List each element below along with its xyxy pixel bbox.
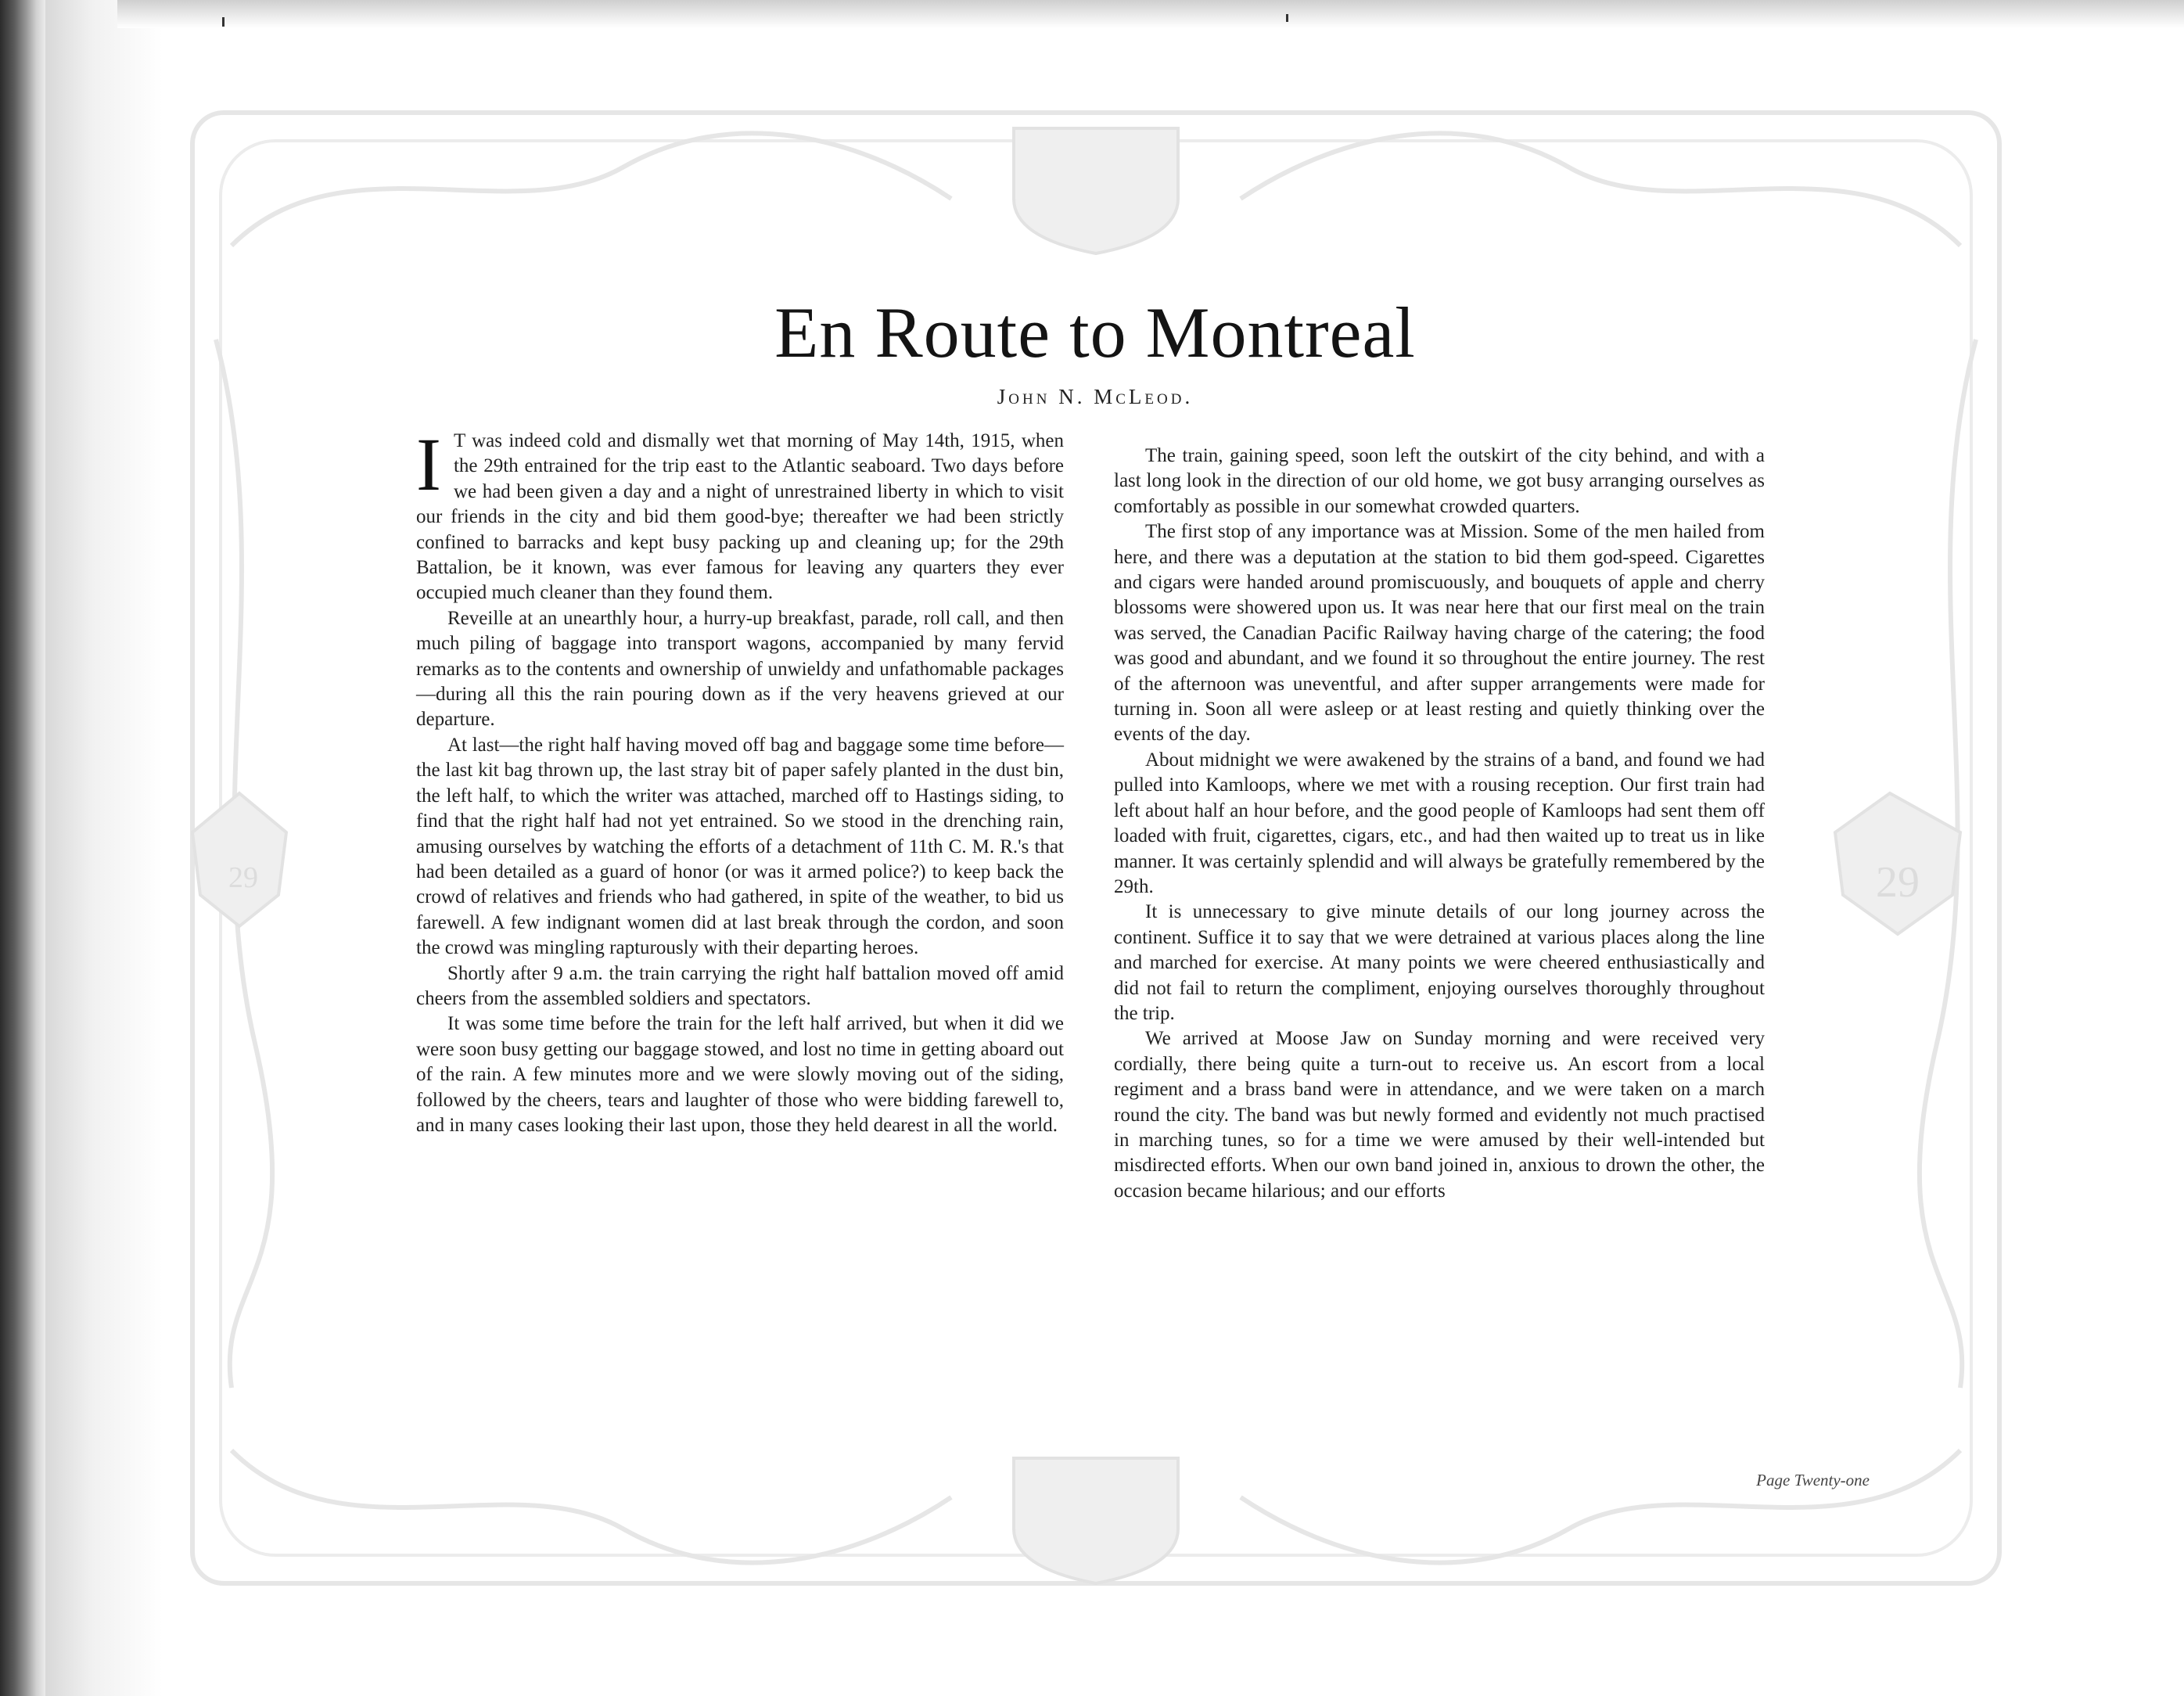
paragraph: Reveille at an unearthly hour, a hurry-up breakfast, parade, roll call, and then much piling of baggage into transport wagons, accompanied by many fervid remarks as to the contents and ownership of unwieldy and unfathomable packages—during all this the rain pouring down as if the very heavens grieved at our departure. — [416, 607, 1064, 731]
badge-number-left: 29 — [228, 861, 258, 894]
vine-top-right — [1241, 133, 1960, 246]
text-column-right — [1114, 444, 1765, 1204]
paragraph-text: T was indeed cold and dismally wet that morning of May 14th, 1915, when the 29th entrained for the trip east to the Atlantic seaboard. Two days before we had been given a day and a night of unrestrained liberty in which to visit our friends in the city and bid them good-bye; thereafter we had been strictly confined to barracks and kept busy packing up and cleaning up; for the 29th Battalion, be it known, was ever famous for leaving any quarters they ever occupied much cleaner than they found them. — [416, 430, 1064, 604]
vine-bottom-left — [232, 1450, 951, 1563]
print-mark — [1286, 14, 1288, 22]
drop-cap: I — [416, 422, 441, 506]
crest-top — [1014, 128, 1178, 253]
paragraph: Shortly after 9 a.m. the train carrying the right half battalion moved off amid cheers from the assembled soldiers and spectators. — [416, 962, 1064, 1009]
page-number: Page Twenty-one — [1756, 1471, 1870, 1489]
paragraph — [416, 422, 1064, 606]
page-top-edge — [117, 0, 2184, 28]
print-mark — [222, 17, 225, 27]
article-title: En Route to Montreal — [774, 293, 1416, 372]
badge-number-right: 29 — [1876, 858, 1920, 907]
paragraph: It is unnecessary to give minute details of our long journey across the continent. Suffice it to say that we were detrained at various places along the line and marched for exercise. At many points we were cheered enthusiastically and did not fail to return the compliment, enjoying ourselves thoroughly throughout the trip. — [1114, 901, 1765, 1024]
paragraph: The train, gaining speed, soon left the outskirt of the city behind, and with a last long look in the direction of our old home, we got busy arranging ourselves as comfortably as possible in our somewhat crowded quarters. — [1114, 445, 1765, 517]
vine-bottom-right — [1241, 1450, 1960, 1563]
paragraph: It was some time before the train for the left half arrived, but when it did we were soon busy getting our baggage stowed, and lost no time in getting aboard out of the rain. A few minutes more and we were slowly moving out of the siding, followed by the cheers, tears and laughter of those who were bidding farewell to, and in many cases looking their last upon, those they held dearest in all the world. — [416, 1013, 1064, 1136]
article-author: John N. McLeod. — [997, 385, 1194, 408]
crest-bottom — [1014, 1458, 1178, 1583]
paragraph: About midnight we were awakened by the strains of a band, and found we had pulled into Kamloops, where we met with a rousing reception. Our first train had left about half an hour before, and the good people of Kamloops had sent them off loaded with fruit, cigarettes, cigars, etc., and had then waited up to treat us in like manner. It was certainly splendid and will always be gratefully remembered by the 29th. — [1114, 749, 1765, 897]
text-column-left — [416, 422, 1064, 1138]
paragraph: At last—the right half having moved off bag and baggage some time before—the last kit bag thrown up, the last stray bit of paper safely planted in the dust bin, the left half, to which the writer was attached, marched off to Hastings siding, to find that the right half had not yet entrained. So we stood in the drenching rain, amusing ourselves by watching the efforts of a detachment of 11th C. M. R.'s that had been detailed as a guard of honor (or was it armed police?) to keep back the crowd of relatives and friends who had gathered, in spite of the weather, to bid us farewell. A few indignant women did at last break through the cordon, and soon the crowd was mingling rapturously with their departing heroes. — [416, 734, 1064, 959]
maple-badge-left — [192, 793, 286, 926]
paragraph: The first stop of any importance was at Mission. Some of the men hailed from here, and there was a deputation at the station to bid them god-speed. Cigarettes and cigars were handed around promiscuously, and bouquets of apple and cherry blossoms were showered upon us. It was near here that our first meal on the train was served, the Canadian Pacific Railway having charge of the catering; the food was good and abundant, and we found it so throughout the entire journey. The rest of the afternoon was uneventful, and after supper arrangements were made for turning in. Soon all were asleep or at least resting and quietly thinking over the events of the day. — [1114, 521, 1765, 746]
book-spine — [0, 0, 45, 1696]
vine-top-left — [232, 133, 951, 246]
paragraph: We arrived at Moose Jaw on Sunday morning and were received very cordially, there being quite a turn-out to receive us. An escort from a local regiment and a brass band were in attendance, and we were taken on a march round the city. The band was but newly formed and evidently not much practised in marching tunes, so for a time we were amused by their well-intended but misdirected efforts. When our own band joined in, anxious to drown the other, the occasion became hilarious; and our efforts — [1114, 1028, 1765, 1202]
page-gutter-shadow — [45, 0, 163, 1696]
